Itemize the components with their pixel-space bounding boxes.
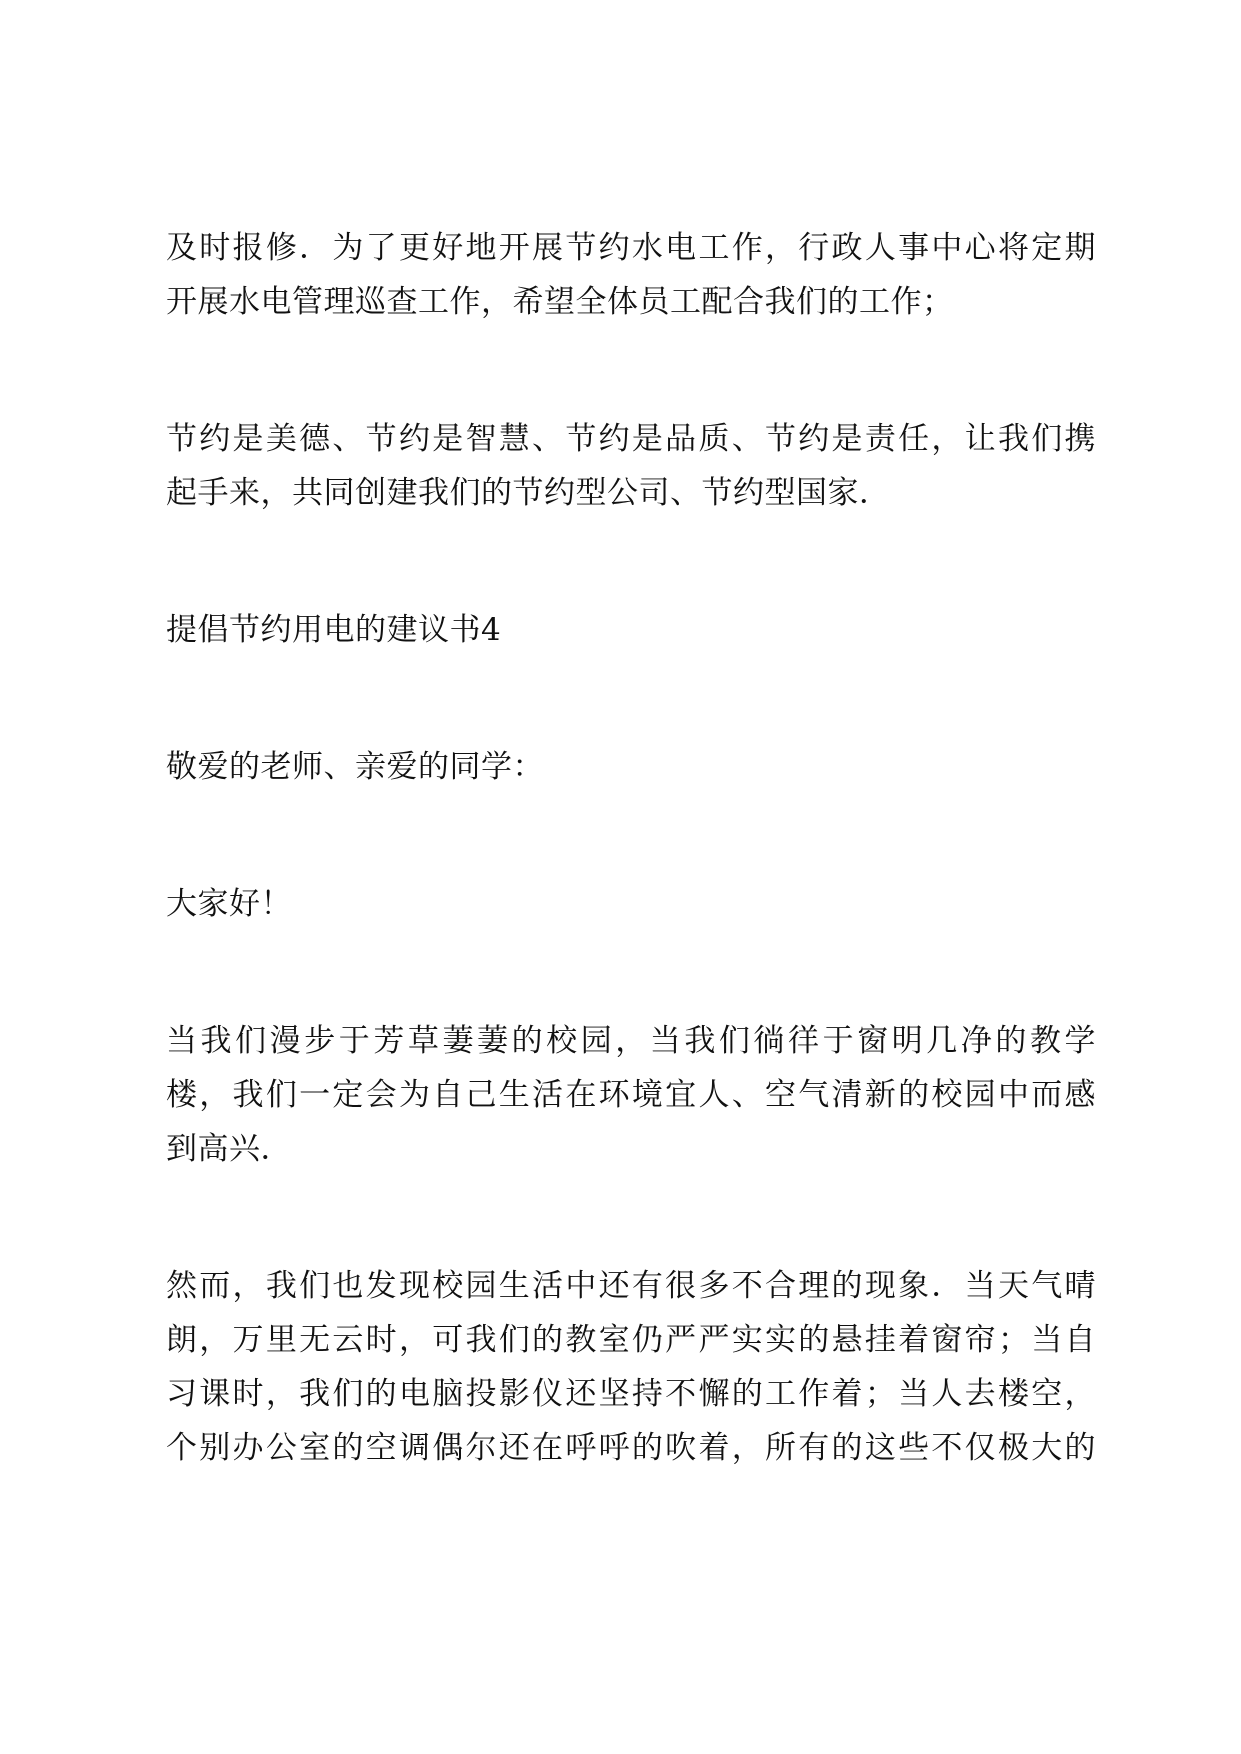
paragraph <box>166 1014 1096 1176</box>
salutation <box>166 740 1096 794</box>
heading-text: 提倡节约用电的建议书4 <box>166 612 502 648</box>
text-line: 当我们漫步于芳草萋萋的校园，当我们徜徉于窗明几净的教学 <box>166 1023 1096 1059</box>
text-line: 楼，我们一定会为自己生活在环境宜人、空气清新的校园中而感 <box>166 1077 1096 1113</box>
greeting <box>166 877 1096 931</box>
text-line: 然而，我们也发现校园生活中还有很多不合理的现象．当天气晴 <box>166 1268 1096 1304</box>
document-body <box>166 221 1096 1558</box>
text-line: 节约是美德、节约是智慧、节约是品质、节约是责任，让我们携 <box>166 421 1096 457</box>
paragraph <box>166 1259 1096 1475</box>
text-line: 朗，万里无云时，可我们的教室仍严严实实的悬挂着窗帘；当自 <box>166 1322 1096 1358</box>
paragraph <box>166 412 1096 520</box>
text-line: 到高兴． <box>166 1131 292 1167</box>
text-line: 起手来，共同创建我们的节约型公司、节约型国家． <box>166 475 891 511</box>
text-line: 大家好！ <box>166 886 292 922</box>
text-line: 习课时，我们的电脑投影仪还坚持不懈的工作着；当人去楼空， <box>166 1376 1096 1412</box>
text-line: 及时报修．为了更好地开展节约水电工作，行政人事中心将定期 <box>166 230 1096 266</box>
text-line: 个别办公室的空调偶尔还在呼呼的吹着，所有的这些不仅极大的 <box>166 1430 1096 1466</box>
paragraph <box>166 221 1096 329</box>
text-line: 开展水电管理巡查工作，希望全体员工配合我们的工作； <box>166 284 954 320</box>
section-heading <box>166 603 1096 657</box>
text-line: 敬爱的老师、亲爱的同学： <box>166 749 544 785</box>
